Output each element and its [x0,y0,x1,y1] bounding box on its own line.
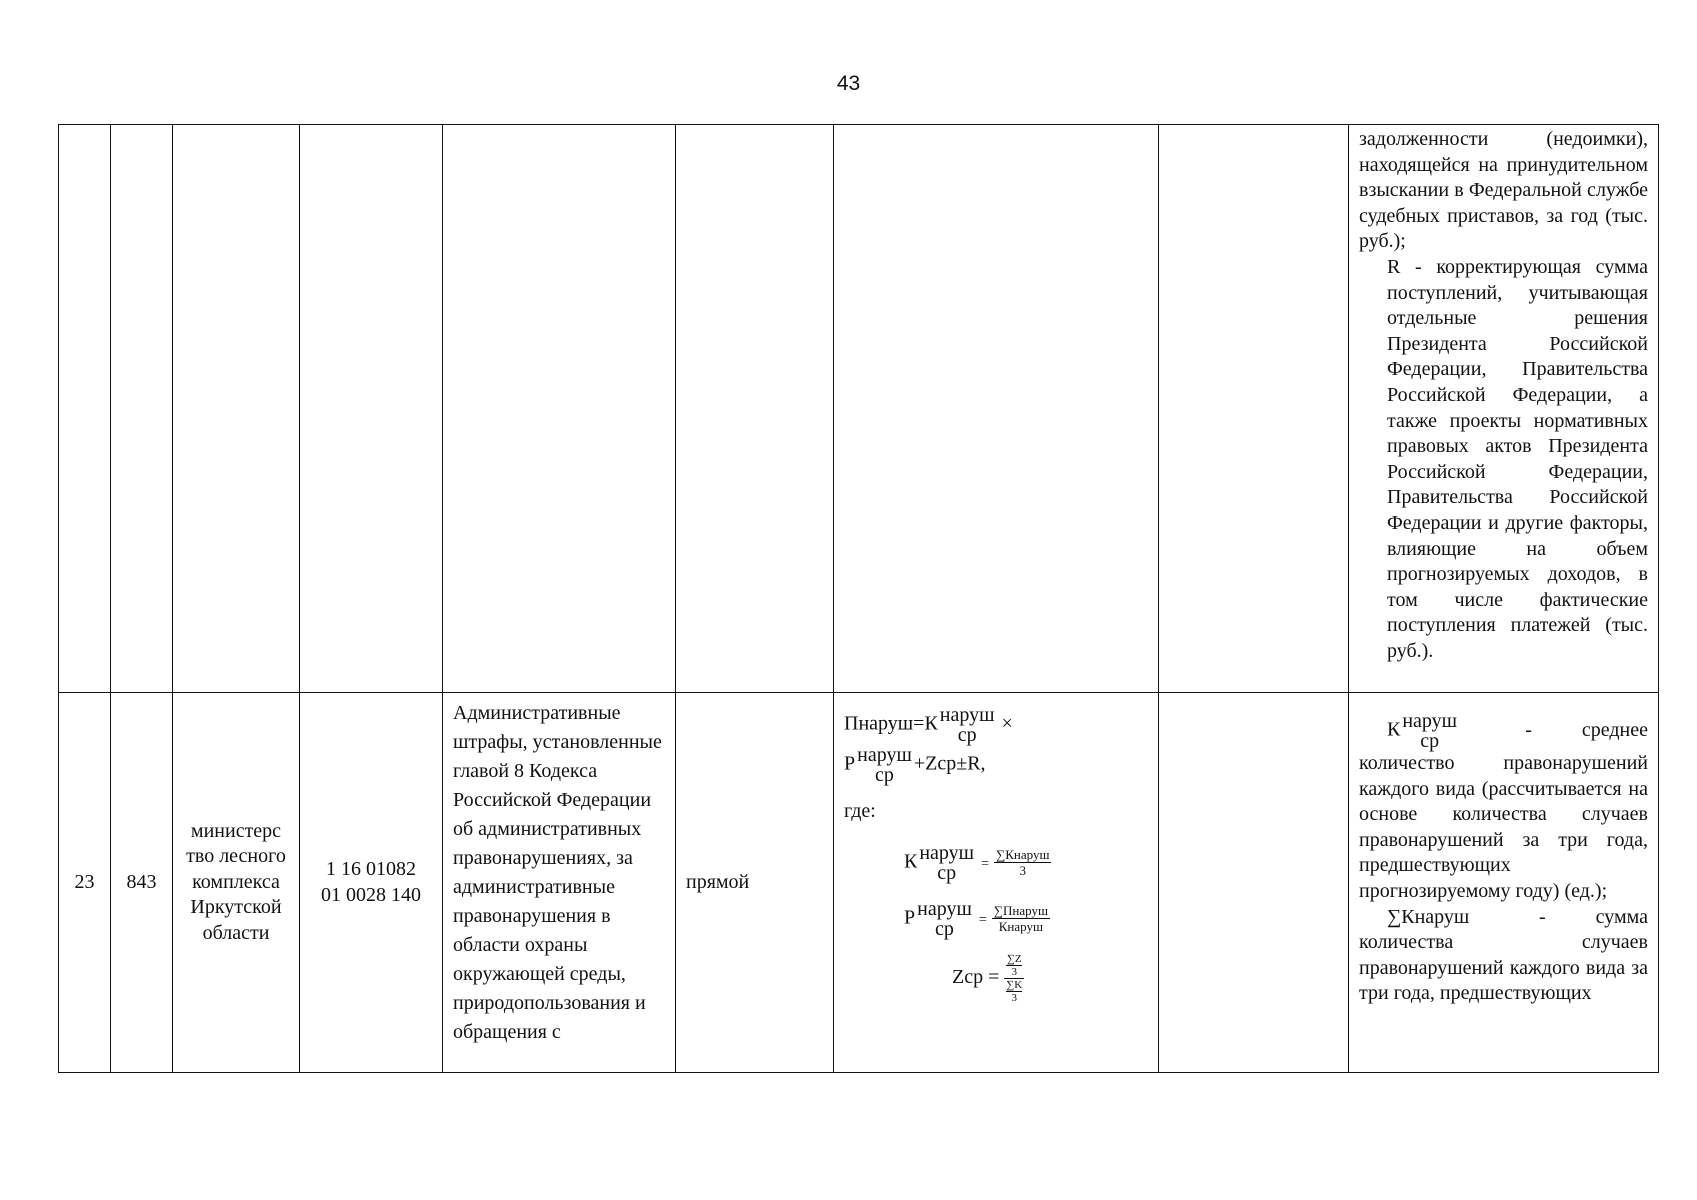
cell-kbk-empty [300,125,443,693]
formula-times: × [1001,712,1013,735]
cell-blank-empty [1159,125,1349,693]
eq3-lhs: Zср = [952,965,1000,988]
formula-where: где: [844,800,876,822]
desc-k-sub: ср [1420,730,1440,752]
eq1-base: К [904,850,918,873]
desc-k-line [1359,711,1648,751]
cell-revenue-name-empty [443,125,676,693]
desc-k-rest: количество правонарушений каждого вида (рассчитывается на основе количества случаев правонарушений за три года, предшествующих прогнозируемому году) (ед.); [1359,752,1648,902]
eq3-num-top: ∑Z [1006,952,1022,965]
formula-p-sup: наруш [857,744,912,766]
desc-k-sup: наруш [1402,710,1458,732]
eq2-den: Кнаруш [998,919,1043,935]
eq1-sup: наруш [919,841,975,864]
formula-p-index [857,745,912,785]
kbk-line-2: 01 0028 140 [321,883,421,906]
table-row-23 [59,693,1659,1073]
revenue-forecast-table [58,124,1659,1073]
eq2-fraction [992,903,1050,934]
description-paragraph: задолженности (недоимки), находящейся на принудительном взыскании в Федеральной службе судебных приставов, за год (тыс. руб.); [1359,128,1648,253]
eq2-num: ∑Пнаруш [993,903,1048,919]
cell-administrator-empty [173,125,300,693]
formula-p-sub: ср [875,764,894,786]
eq2-index [917,899,972,939]
cell-row-number: 23 [59,693,111,1073]
page-number: 43 [836,72,861,95]
cell-administrator: министерс тво лесного комплекса Иркутской области [173,693,300,1073]
eq1-num: ∑Кнаруш [995,847,1050,863]
desc-sum-rest: количества случаев правонарушений каждого вида за три года, предшествующих [1359,931,1648,1005]
formula-tail: +Zср±R, [913,752,986,775]
formula-lhs: Пнаруш=К [844,712,938,735]
kbk-line-1: 1 16 01082 [326,857,416,880]
eq1-fraction [994,847,1052,878]
eq2-base: Р [904,906,916,929]
desc-k-base: К [1387,718,1401,741]
cell-kbk [300,693,443,1073]
main-formula [844,705,1148,745]
eq3-den-bottom: 3 [1006,991,1022,1004]
revenue-name-text: Административные штрафы, установленные главой 8 Кодекса Российской Федерации об административных правонарушениях, за административные правонарушения в области охраны окружающей среды, природопользования и обращения с [453,702,662,1043]
desc-sum-first: - сумма [1538,905,1648,928]
formula-k-sup: наруш [939,704,995,726]
table-row-continued [59,125,1659,693]
desc-sum-label: ∑Кнаруш [1387,905,1470,928]
main-formula-cont [844,745,1148,785]
cell-number-empty [59,125,111,693]
eq3-den-top: ∑K [1006,978,1023,991]
eq1-index [919,843,974,883]
formula-k-index [940,705,995,745]
eq2-sup: наруш [917,897,972,920]
formula-k-sub: ср [957,724,977,746]
cell-blank [1159,693,1349,1073]
cell-description [1349,693,1659,1073]
eq3-fraction [1004,953,1024,1004]
cell-formula [834,693,1159,1073]
cell-description-continued [1349,125,1659,693]
equation-z-avg [952,953,1148,1004]
eq3-num [1004,953,1024,979]
equation-k-avg: К наруш ср = $\frac{\text{∑Кнаруш}}{3}$ [904,841,1050,884]
cell-revenue-name [443,693,676,1073]
cell-admin-code: 843 [111,693,173,1073]
cell-method-empty [676,125,834,693]
equation-p-avg: Р наруш ср = $\frac{\text{∑Пнаруш}}{\text{Кнаруш}}$ [904,897,1048,940]
cell-formula-empty [834,125,1159,693]
desc-k-index [1402,711,1457,751]
eq2-sub: ср [935,917,954,940]
description-paragraph: R - корректирующая сумма поступлений, учитывающая отдельные решения Президента Российской Федерации, Правительства Российской Федерации, а также проекты нормативных правовых актов Президента Российской Федерации, Правительства Российской Федерации и другие факторы, влияющие на объем прогнозируемых доходов, в том числе фактические поступления платежей (тыс. руб.). [1387,255,1648,662]
desc-k-first: - среднее [1525,719,1648,742]
eq1-den: 3 [1019,863,1026,879]
formula-p-base: Р [844,752,856,775]
eq3-den [1004,979,1024,1004]
cell-method: прямой [676,693,834,1073]
cell-code-empty [111,125,173,693]
eq1-sub: ср [937,861,957,884]
eq3-num-bottom: 3 [1006,965,1022,978]
desc-sum-line [1359,905,1648,931]
